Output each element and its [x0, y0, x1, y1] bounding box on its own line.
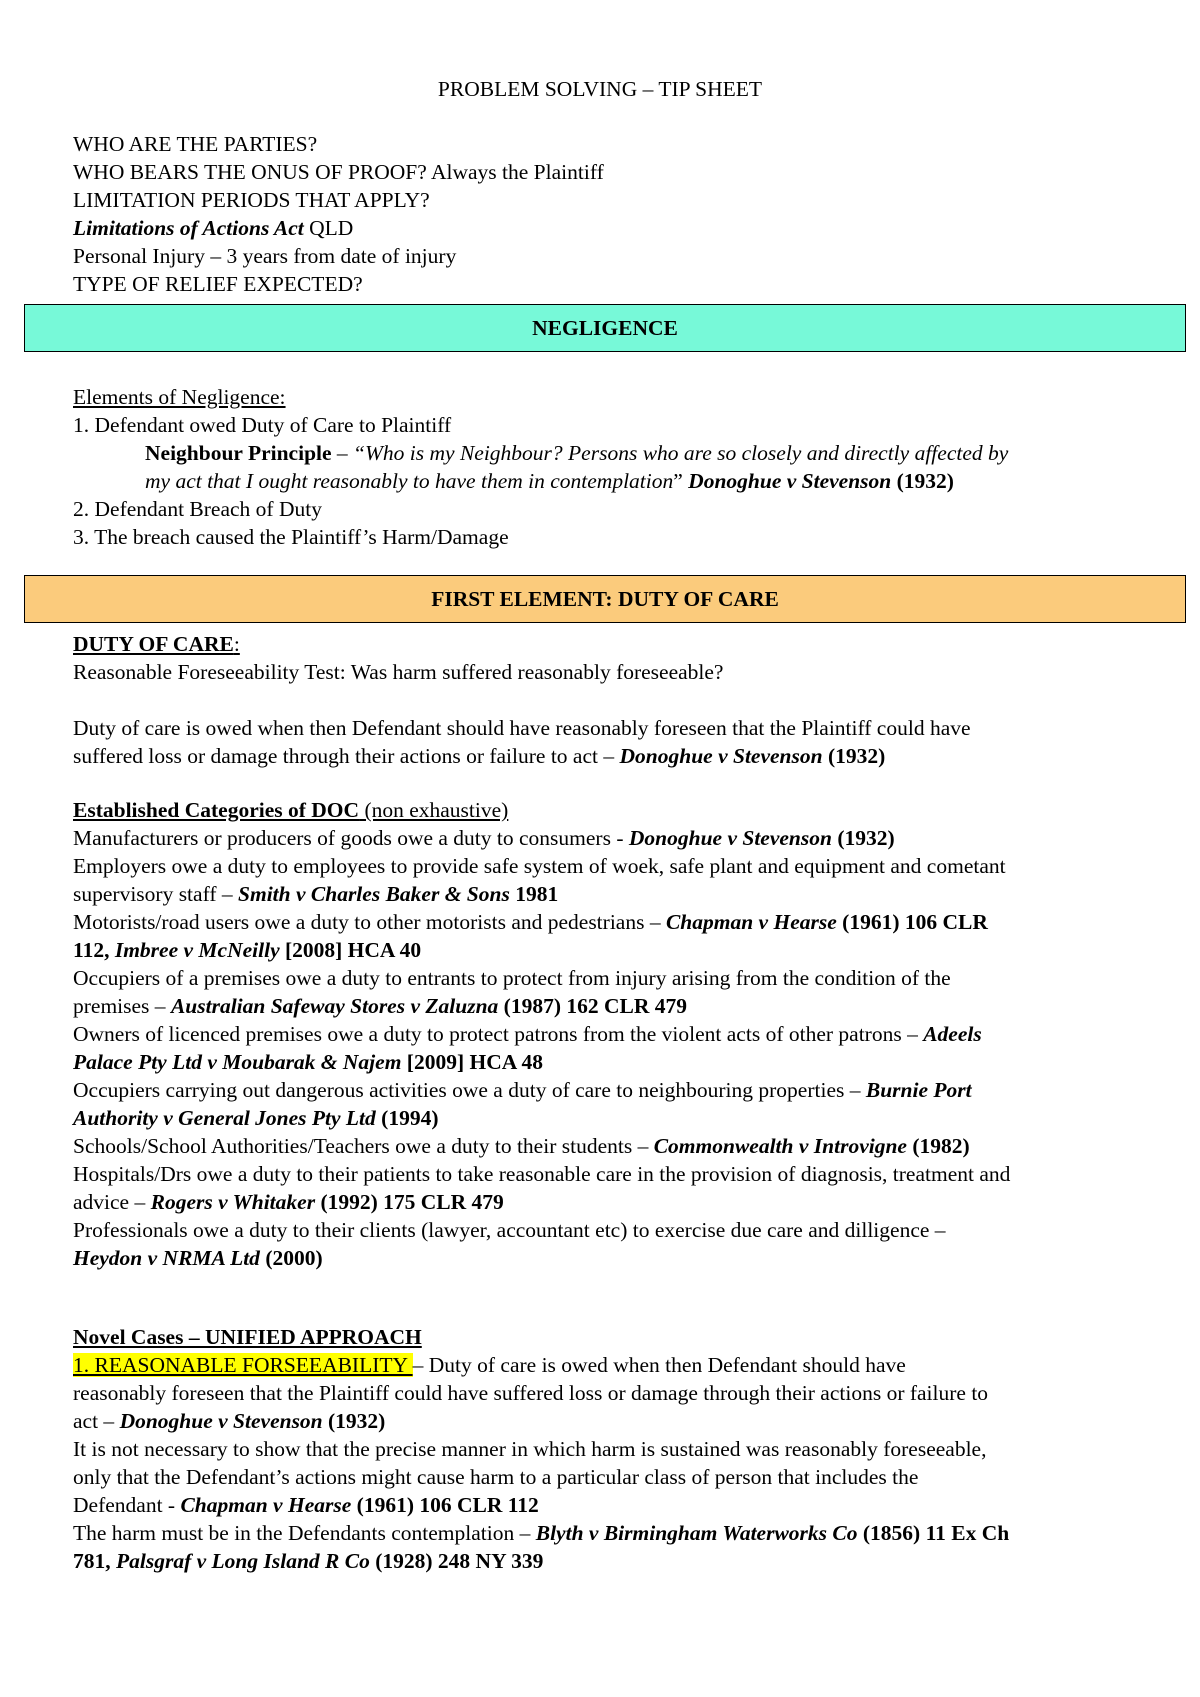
category-dangerous-activities-line-2: Authority v General Jones Pty Ltd (1994): [73, 1106, 439, 1130]
novel-p2-line-3: Defendant - Chapman v Hearse (1961) 106 CLR 112: [73, 1493, 539, 1517]
act-name: Limitations of Actions Act: [73, 216, 304, 240]
case-citation: Chapman v Hearse: [665, 910, 837, 934]
novel-cases-section: [73, 1323, 1163, 1575]
element-2: 2. Defendant Breach of Duty: [73, 497, 322, 521]
category-professionals-line-1: Professionals owe a duty to their clients (lawyer, accountant etc) to exercise due care and dilligence –: [73, 1218, 946, 1242]
category-motorists-line-2: 112, Imbree v McNeilly [2008] HCA 40: [73, 938, 422, 962]
case-citation: Australian Safeway Stores v Zaluzna: [170, 994, 499, 1018]
neighbour-principle-line-2: my act that I ought reasonably to have them in contemplation” Donoghue v Stevenson (1932): [145, 469, 954, 493]
duty-para-line-1: Duty of care is owed when then Defendant should have reasonably foreseen that the Plaintiff could have: [73, 716, 971, 740]
case-citation: Chapman v Hearse: [180, 1493, 352, 1517]
novel-cases-heading: Novel Cases – UNIFIED APPROACH: [73, 1325, 422, 1349]
foreseeability-test: Reasonable Foreseeability Test: Was harm suffered reasonably foreseeable?: [73, 660, 724, 684]
intro-personal-injury: Personal Injury – 3 years from date of injury: [73, 244, 457, 268]
intro-parties: WHO ARE THE PARTIES?: [73, 132, 318, 156]
elements-heading: Elements of Negligence:: [73, 385, 286, 409]
case-citation: Donoghue v Stevenson: [119, 1409, 323, 1433]
case-citation: Donoghue v Stevenson: [688, 469, 892, 493]
category-manufacturers: Manufacturers or producers of goods owe a duty to consumers - Donoghue v Stevenson (1932): [73, 826, 895, 850]
intro-relief: TYPE OF RELIEF EXPECTED?: [73, 272, 363, 296]
element-3: 3. The breach caused the Plaintiff’s Harm/Damage: [73, 525, 509, 549]
neighbour-principle-label: Neighbour Principle: [145, 441, 332, 465]
duty-of-care-section: [73, 630, 1163, 770]
novel-p3-line-1: The harm must be in the Defendants contemplation – Blyth v Birmingham Waterworks Co (1856) 11 Ex Ch: [73, 1521, 1010, 1545]
categories-section: [73, 796, 1163, 1272]
category-motorists-line-1: Motorists/road users owe a duty to other motorists and pedestrians – Chapman v Hearse (1961) 106 CLR: [73, 910, 988, 934]
case-citation: Commonwealth v Introvigne: [653, 1134, 907, 1158]
case-citation: Authority v General Jones Pty Ltd: [73, 1106, 376, 1130]
categories-heading: Established Categories of DOC (non exhaustive): [73, 798, 509, 822]
negligence-section: [73, 383, 1163, 551]
category-licenced-premises-line-2: Palace Pty Ltd v Moubarak & Najem [2009] HCA 48: [73, 1050, 543, 1074]
case-citation: Donoghue v Stevenson: [628, 826, 832, 850]
novel-p2-line-1: It is not necessary to show that the precise manner in which harm is sustained was reasonably foreseeable,: [73, 1437, 987, 1461]
intro-limitation: LIMITATION PERIODS THAT APPLY?: [73, 188, 430, 212]
case-citation: Burnie Port: [865, 1078, 972, 1102]
case-citation: Palace Pty Ltd v Moubarak & Najem: [73, 1050, 402, 1074]
category-occupiers-line-2: premises – Australian Safeway Stores v Zaluzna (1987) 162 CLR 479: [73, 994, 687, 1018]
case-citation: Rogers v Whitaker: [150, 1190, 316, 1214]
intro-act: [73, 214, 1163, 242]
act-jurisdiction: QLD: [303, 216, 354, 240]
novel-rf-line-2: reasonably foreseen that the Plaintiff could have suffered loss or damage through their actions or failure to: [73, 1381, 989, 1405]
duty-of-care-heading: DUTY OF CARE:: [73, 632, 240, 656]
spacer: [73, 686, 1163, 714]
duty-of-care-banner: FIRST ELEMENT: DUTY OF CARE: [24, 575, 1186, 623]
category-professionals-line-2: Heydon v NRMA Ltd (2000): [73, 1246, 323, 1270]
case-citation: Palsgraf v Long Island R Co: [116, 1549, 370, 1573]
category-dangerous-activities-line-1: Occupiers carrying out dangerous activities owe a duty of care to neighbouring properties – Burnie Port: [73, 1078, 972, 1102]
neighbour-quote: “Who is my Neighbour? Persons who are so closely and directly affected by: [353, 441, 1009, 465]
case-citation: Blyth v Birmingham Waterworks Co: [535, 1521, 858, 1545]
case-citation: Heydon v NRMA Ltd: [73, 1246, 260, 1270]
case-citation: Donoghue v Stevenson: [619, 744, 823, 768]
case-citation: Smith v Charles Baker & Sons: [238, 882, 510, 906]
category-occupiers-line-1: Occupiers of a premises owe a duty to entrants to protect from injury arising from the condition of the: [73, 966, 951, 990]
case-citation: Imbree v McNeilly: [114, 938, 280, 962]
novel-rf-line-1: 1. REASONABLE FORSEEABILITY – Duty of care is owed when then Defendant should have: [73, 1353, 906, 1377]
category-employers-line-2: supervisory staff – Smith v Charles Baker & Sons 1981: [73, 882, 559, 906]
category-schools: Schools/School Authorities/Teachers owe a duty to their students – Commonwealth v Introvigne (1982): [73, 1134, 970, 1158]
intro-section: [73, 130, 1163, 298]
duty-para-line-2: suffered loss or damage through their actions or failure to act – Donoghue v Stevenson (1932): [73, 744, 886, 768]
novel-p2-line-2: only that the Defendant’s actions might cause harm to a particular class of person that includes the: [73, 1465, 919, 1489]
novel-rf-line-3: act – Donoghue v Stevenson (1932): [73, 1409, 386, 1433]
page-title: PROBLEM SOLVING – TIP SHEET: [437, 77, 763, 101]
neighbour-principle-line-1: Neighbour Principle – “Who is my Neighbour? Persons who are so closely and directly affected by: [145, 441, 1009, 465]
category-licenced-premises-line-1: Owners of licenced premises owe a duty to protect patrons from the violent acts of other patrons – Adeels: [73, 1022, 982, 1046]
case-citation: Adeels: [923, 1022, 982, 1046]
novel-p3-line-2: 781, Palsgraf v Long Island R Co (1928) 248 NY 339: [73, 1549, 544, 1573]
category-hospitals-line-2: advice – Rogers v Whitaker (1992) 175 CLR 479: [73, 1190, 504, 1214]
intro-onus: WHO BEARS THE ONUS OF PROOF? Always the Plaintiff: [73, 160, 604, 184]
element-1: 1. Defendant owed Duty of Care to Plaintiff: [73, 413, 452, 437]
highlighted-heading: 1. REASONABLE FORSEEABILITY: [73, 1353, 413, 1377]
category-hospitals-line-1: Hospitals/Drs owe a duty to their patients to take reasonable care in the provision of diagnosis, treatment and: [73, 1162, 1011, 1186]
negligence-banner: NEGLIGENCE: [24, 304, 1186, 352]
category-employers-line-1: Employers owe a duty to employees to provide safe system of woek, safe plant and equipment and cometant: [73, 854, 1006, 878]
